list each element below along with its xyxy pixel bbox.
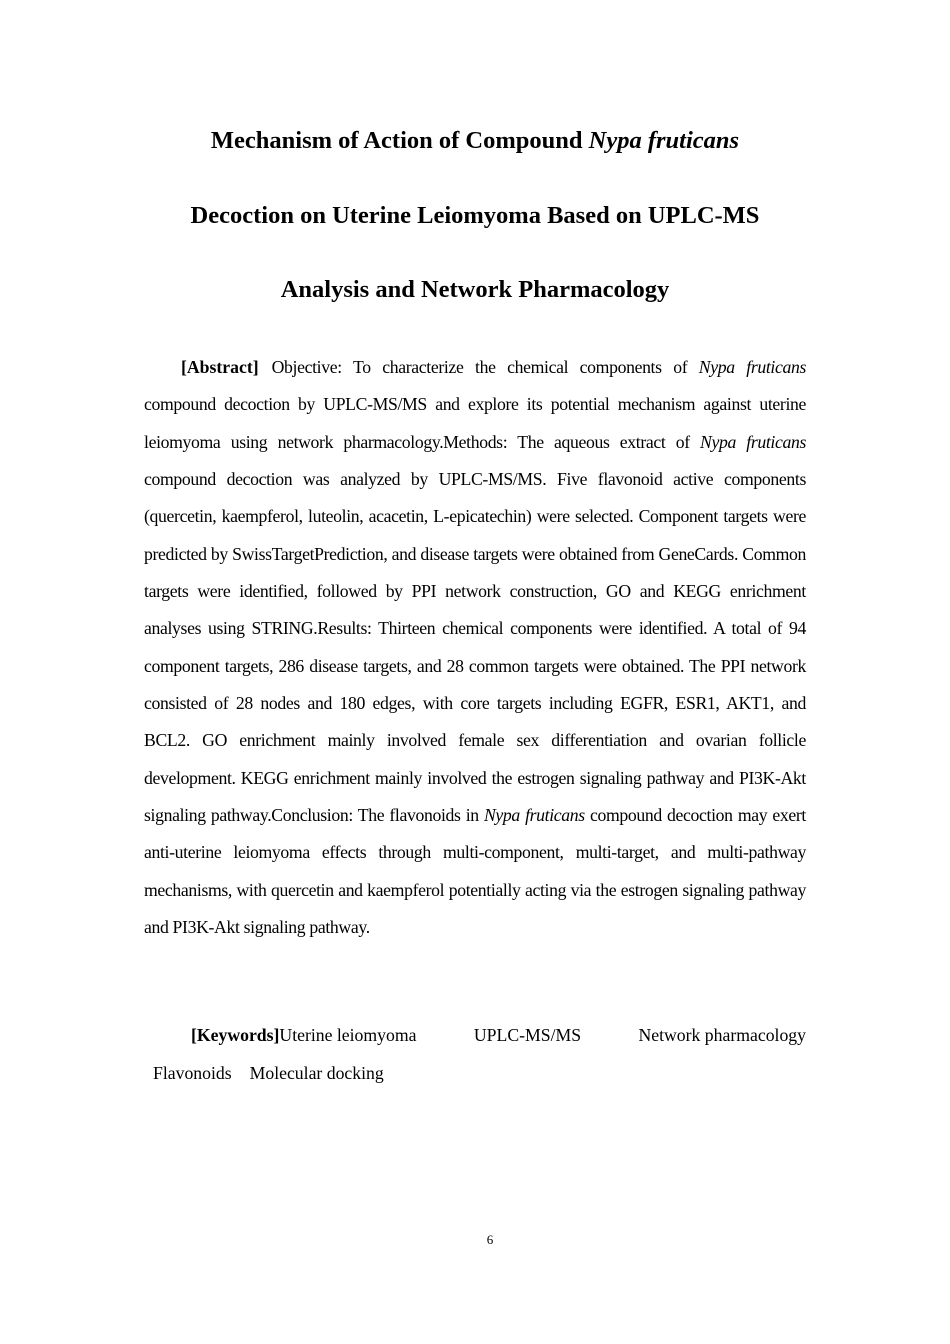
- paper-title-line-3: Analysis and Network Pharmacology: [280, 276, 670, 303]
- keyword: UPLC-MS/MS: [473, 1025, 582, 1045]
- abstract-text-2: compound decoction by UPLC-MS/MS and explore its potential mechanism against uterine leiomyoma using network pharmacology.Methods: The aqueous extract of: [144, 394, 806, 452]
- keywords-line-2: [144, 1055, 806, 1093]
- abstract-text-4: compound decoction may exert anti-uterine leiomyoma effects through multi-component, multi-target, and multi-pathway mechanisms, with quercetin and kaempferol potentially acting via the estrogen signaling pathway and PI3K-Akt signaling pathway.: [144, 805, 806, 938]
- abstract-paragraph: [144, 349, 806, 947]
- keywords-label: [Keywords]: [191, 1025, 280, 1045]
- keyword: Network pharmacology: [638, 1025, 806, 1045]
- abstract-text-3: compound decoction was analyzed by UPLC-MS/MS. Five flavonoid active components (quercetin, kaempferol, luteolin, acacetin, L-epicatechin) were selected. Component targets were predicted by SwissTargetPrediction, and disease targets were obtained from GeneCards. Common targets were identified, followed by PPI network construction, GO and KEGG enrichment analyses using STRING.Results: Thirteen chemical components were identified. A total of 94 component targets, 286 disease targets, and 28 common targets were obtained. The PPI network consisted of 28 nodes and 180 edges, with core targets including EGFR, ESR1, AKT1, and BCL2. GO enrichment mainly involved female sex differentiation and ovarian follicle development. KEGG enrichment mainly involved the estrogen signaling pathway and PI3K-Akt signaling pathway.Conclusion: The flavonoids in: [144, 469, 806, 826]
- abstract-species-2: Nypa fruticans: [700, 431, 806, 452]
- abstract-label: [Abstract]: [181, 357, 259, 377]
- title-text: Mechanism of Action of Compound: [210, 127, 589, 154]
- keyword: Molecular docking: [249, 1062, 384, 1083]
- paper-title-line-2: Decoction on Uterine Leiomyoma Based on UPLC-MS: [190, 202, 760, 229]
- keyword: Uterine leiomyoma: [279, 1025, 417, 1045]
- paper-title-line-1: [100, 126, 850, 156]
- keyword: Flavonoids: [153, 1062, 232, 1083]
- title-species-name: Nypa fruticans: [588, 127, 740, 154]
- keywords-line-1: [144, 1017, 806, 1055]
- page-number: 6: [486, 1232, 494, 1247]
- abstract-text-1: Objective: To characterize the chemical components of: [271, 357, 699, 377]
- abstract-species-1: Nypa fruticans: [698, 357, 807, 377]
- abstract-species-3: Nypa fruticans: [483, 805, 585, 826]
- keywords-section: [144, 1017, 806, 1092]
- keywords-label-and-first: [191, 1017, 416, 1055]
